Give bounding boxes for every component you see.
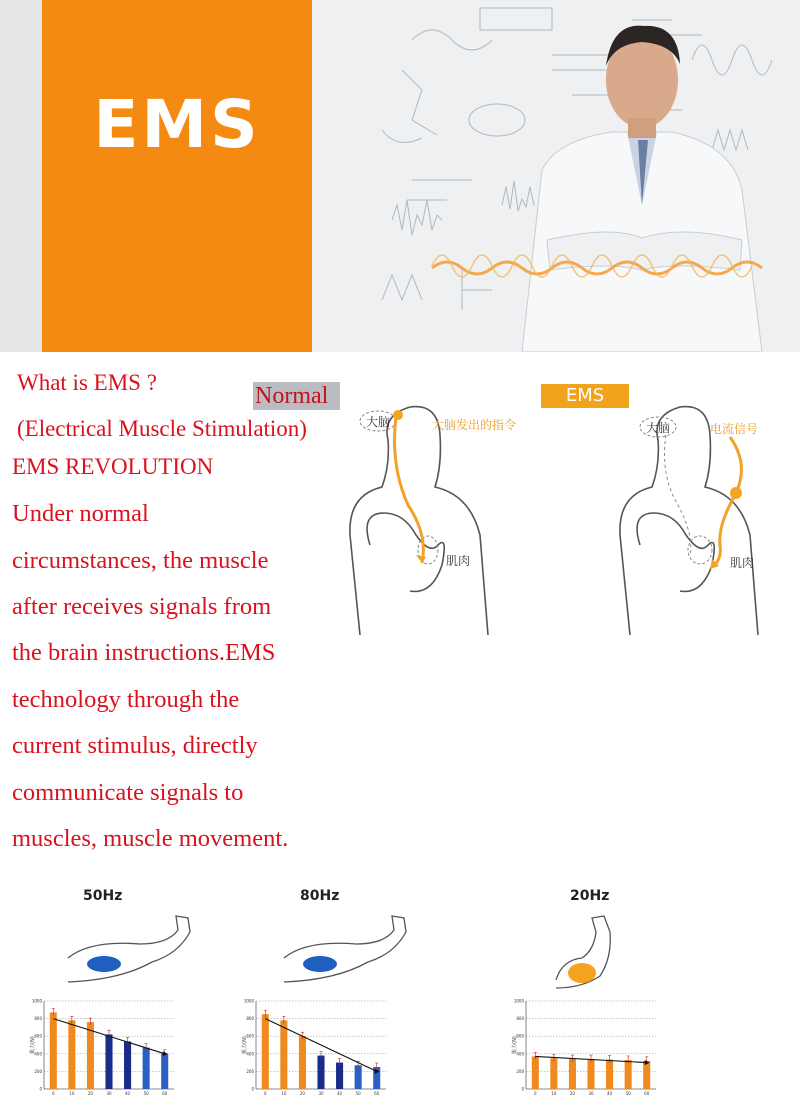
bar bbox=[643, 1061, 650, 1089]
bar bbox=[50, 1012, 57, 1089]
y-tick-label: 1000 bbox=[243, 998, 254, 1004]
bar bbox=[625, 1060, 632, 1089]
y-tick-label: 0 bbox=[521, 1086, 524, 1092]
y-tick-label: 400 bbox=[516, 1051, 524, 1057]
x-tick-label: 30 bbox=[318, 1091, 324, 1096]
hero-left-strip bbox=[0, 0, 42, 352]
whiteboard-illustration bbox=[312, 0, 800, 352]
signal-label: 电流信号 bbox=[710, 422, 759, 436]
x-tick-label: 60 bbox=[162, 1091, 168, 1096]
y-tick-label: 0 bbox=[251, 1086, 254, 1092]
force-chart-20hz bbox=[510, 995, 660, 1105]
bar bbox=[569, 1059, 576, 1089]
bar bbox=[587, 1059, 594, 1089]
y-tick-label: 0 bbox=[39, 1086, 42, 1092]
info-line: Under normal bbox=[12, 500, 149, 527]
info-line: circumstances, the muscle bbox=[12, 547, 269, 574]
x-tick-label: 50 bbox=[625, 1091, 631, 1096]
bar bbox=[280, 1020, 287, 1089]
ems-tag: EMS bbox=[541, 384, 629, 408]
y-tick-label: 800 bbox=[516, 1016, 524, 1022]
info-revolution: EMS REVOLUTION bbox=[12, 454, 214, 479]
info-subheading: (Electrical Muscle Stimulation) bbox=[17, 416, 307, 441]
y-tick-label: 1000 bbox=[513, 998, 524, 1004]
normal-signal-diagram bbox=[330, 395, 560, 635]
force-chart-80hz bbox=[240, 995, 390, 1105]
bar bbox=[606, 1060, 613, 1089]
bar bbox=[68, 1020, 75, 1089]
x-tick-label: 40 bbox=[337, 1091, 343, 1096]
x-tick-label: 10 bbox=[69, 1091, 75, 1096]
x-tick-label: 0 bbox=[264, 1091, 267, 1096]
x-tick-label: 20 bbox=[569, 1091, 575, 1096]
hero-title: EMS bbox=[93, 86, 261, 163]
y-tick-label: 800 bbox=[246, 1016, 254, 1022]
bar bbox=[262, 1014, 269, 1089]
y-tick-label: 400 bbox=[246, 1051, 254, 1057]
info-heading: What is EMS ? bbox=[17, 370, 157, 395]
hero-banner bbox=[0, 0, 800, 352]
y-tick-label: 600 bbox=[34, 1033, 42, 1039]
x-tick-label: 30 bbox=[106, 1091, 112, 1096]
y-tick-label: 200 bbox=[246, 1068, 254, 1074]
x-tick-label: 60 bbox=[644, 1091, 650, 1096]
info-line: communicate signals to bbox=[12, 779, 244, 806]
x-tick-label: 20 bbox=[299, 1091, 305, 1096]
y-tick-label: 1000 bbox=[31, 998, 42, 1004]
frequency-label-20hz: 20Hz bbox=[570, 888, 610, 904]
y-tick-label: 600 bbox=[246, 1033, 254, 1039]
y-axis-label: 肌力(N) bbox=[512, 1036, 518, 1054]
y-tick-label: 400 bbox=[34, 1051, 42, 1057]
info-line: after receives signals from bbox=[12, 593, 272, 620]
relaxed-arm-icon bbox=[60, 910, 200, 988]
relaxed-arm-icon bbox=[276, 910, 416, 988]
x-tick-label: 10 bbox=[281, 1091, 287, 1096]
bar bbox=[87, 1022, 94, 1089]
x-tick-label: 0 bbox=[52, 1091, 55, 1096]
signal-label: 大脑发出的指令 bbox=[432, 418, 517, 432]
bar bbox=[124, 1041, 131, 1089]
muscle-label: 肌肉 bbox=[730, 556, 755, 570]
bar bbox=[336, 1063, 343, 1089]
y-tick-label: 200 bbox=[516, 1068, 524, 1074]
x-tick-label: 40 bbox=[607, 1091, 613, 1096]
frequency-label-80hz: 80Hz bbox=[300, 888, 340, 904]
x-tick-label: 30 bbox=[588, 1091, 594, 1096]
ems-orange-panel bbox=[42, 0, 312, 352]
info-line: the brain instructions.EMS bbox=[12, 639, 276, 666]
muscle-label: 肌肉 bbox=[446, 554, 471, 568]
bar bbox=[105, 1034, 112, 1089]
normal-tag: Normal bbox=[253, 382, 340, 410]
x-tick-label: 50 bbox=[143, 1091, 149, 1096]
bar bbox=[532, 1056, 539, 1089]
x-tick-label: 50 bbox=[355, 1091, 361, 1096]
flexed-arm-icon bbox=[552, 910, 652, 992]
info-line: muscles, muscle movement. bbox=[12, 825, 289, 852]
y-axis-label: 肌力(N) bbox=[242, 1036, 248, 1054]
frequency-label-50hz: 50Hz bbox=[83, 888, 123, 904]
bar bbox=[161, 1054, 168, 1089]
x-tick-label: 20 bbox=[87, 1091, 93, 1096]
info-line: current stimulus, directly bbox=[12, 732, 258, 759]
y-tick-label: 600 bbox=[516, 1033, 524, 1039]
y-axis-label: 肌力(N) bbox=[30, 1036, 36, 1054]
ems-signal-diagram bbox=[600, 395, 800, 635]
brain-label: 大脑 bbox=[366, 415, 391, 429]
bar bbox=[299, 1036, 306, 1089]
info-line: technology through the bbox=[12, 686, 240, 713]
force-chart-50hz bbox=[28, 995, 178, 1105]
x-tick-label: 40 bbox=[125, 1091, 131, 1096]
brain-label: 大脑 bbox=[646, 421, 671, 435]
bar bbox=[143, 1048, 150, 1089]
bar bbox=[317, 1056, 324, 1089]
x-tick-label: 0 bbox=[534, 1091, 537, 1096]
y-tick-label: 800 bbox=[34, 1016, 42, 1022]
x-tick-label: 10 bbox=[551, 1091, 557, 1096]
x-tick-label: 60 bbox=[374, 1091, 380, 1096]
bar bbox=[550, 1058, 557, 1089]
bar bbox=[355, 1065, 362, 1089]
y-tick-label: 200 bbox=[34, 1068, 42, 1074]
